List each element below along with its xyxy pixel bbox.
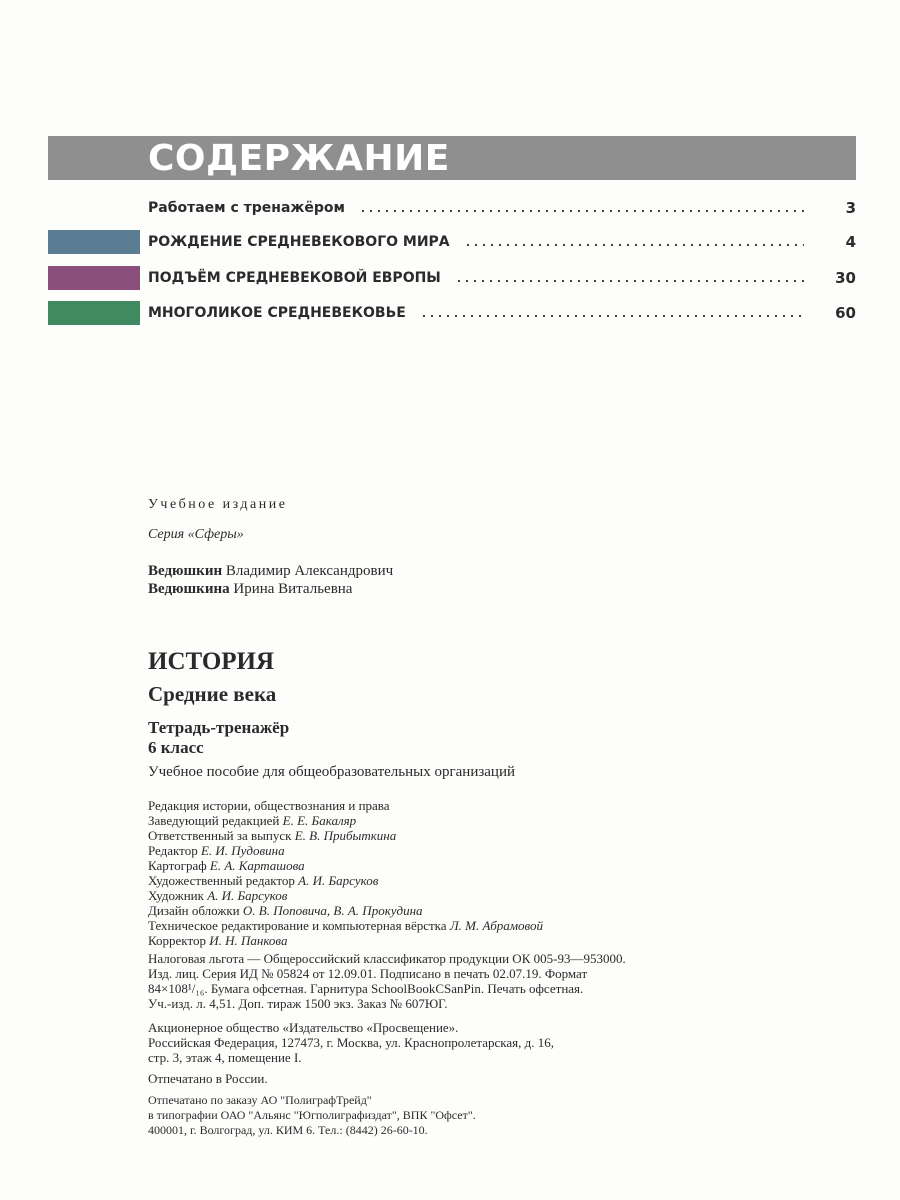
publisher-line: Акционерное общество «Издательство «Просвещение». [148, 1020, 459, 1035]
book-type: Тетрадь-тренажёр [148, 718, 290, 737]
author-given-name: Владимир Александрович [225, 563, 394, 579]
author-surname: Ведюшкин [148, 563, 223, 579]
book-title: ИСТОРИЯ [148, 648, 275, 675]
book-subtitle: Средние века [148, 682, 277, 706]
credit-line: Художественный редактор А. И. Барсуков [148, 873, 379, 888]
printer-line: в типографии ОАО "Альянс "Югполиграфиздат", ВПК "Офсет". [148, 1108, 476, 1122]
toc-item-page: 30 [835, 269, 856, 287]
toc-leader-dots [420, 314, 804, 318]
printed-in-russia: Отпечатано в России. [148, 1071, 268, 1086]
credit-line: Заведующий редакцией Е. Е. Бакаляр [148, 813, 357, 828]
tax-info-block [148, 951, 838, 1011]
credit-line: Редакция истории, обществознания и права [148, 798, 390, 813]
grade-label: 6 класс [148, 738, 204, 757]
series-name: Серия «Сферы» [148, 527, 244, 542]
section-color-swatch-green [48, 301, 140, 325]
credit-line: Картограф Е. А. Карташова [148, 858, 305, 873]
credit-line: Корректор И. Н. Панкова [148, 933, 288, 948]
printer-block [148, 1093, 828, 1138]
credit-line: Техническое редактирование и компьютерная вёрстка Л. М. Абрамовой [148, 918, 543, 933]
toc-item-title: МНОГОЛИКОЕ СРЕДНЕВЕКОВЬЕ [148, 305, 406, 321]
credits-block [148, 798, 828, 948]
toc-leader-dots [359, 209, 804, 213]
toc-row-section-3[interactable] [148, 301, 856, 325]
toc-row-section-2[interactable] [148, 266, 856, 290]
section-color-swatch-purple [48, 266, 140, 290]
author-given-name: Ирина Витальевна [233, 581, 353, 597]
edition-type: Учебное издание [148, 497, 288, 512]
toc-row-intro[interactable] [148, 196, 856, 220]
toc-leader-dots [455, 279, 804, 283]
publisher-line: Российская Федерация, 127473, г. Москва, ул. Краснопролетарская, д. 16, [148, 1035, 554, 1050]
toc-leader-dots [464, 243, 804, 247]
tax-line: 84×108¹/₁₆. Бумага офсетная. Гарнитура SchoolBookCSanPin. Печать офсетная. [148, 981, 584, 996]
toc-item-page: 4 [845, 233, 856, 251]
toc-item-title: РОЖДЕНИЕ СРЕДНЕВЕКОВОГО МИРА [148, 234, 450, 250]
printer-line: 400001, г. Волгоград, ул. КИМ 6. Тел.: (8442) 26-60-10. [148, 1123, 428, 1137]
book-purpose: Учебное пособие для общеобразовательных организаций [148, 764, 516, 780]
toc-item-title: ПОДЪЁМ СРЕДНЕВЕКОВОЙ ЕВРОПЫ [148, 270, 441, 286]
toc-item-page: 3 [845, 199, 856, 217]
tax-line: Уч.-изд. л. 4,51. Доп. тираж 1500 экз. Заказ № 607ЮГ. [148, 996, 448, 1011]
printer-line: Отпечатано по заказу АО "ПолиграфТрейд" [148, 1093, 372, 1107]
publisher-block [148, 1020, 828, 1065]
toc-row-section-1[interactable] [148, 230, 856, 254]
contents-heading: СОДЕРЖАНИЕ [148, 138, 450, 179]
toc-item-title: Работаем с тренажёром [148, 200, 345, 216]
credit-line: Дизайн обложки О. В. Поповича, В. А. Прокудина [148, 903, 423, 918]
publisher-line: стр. 3, этаж 4, помещение I. [148, 1050, 302, 1065]
section-color-swatch-blue [48, 230, 140, 254]
credit-line: Художник А. И. Барсуков [148, 888, 288, 903]
credit-line: Ответственный за выпуск Е. В. Прибыткина [148, 828, 397, 843]
tax-line: Изд. лиц. Серия ИД № 05824 от 12.09.01. Подписано в печать 02.07.19. Формат [148, 966, 588, 981]
author-2 [148, 581, 828, 598]
tax-line: Налоговая льгота — Общероссийский классификатор продукции ОК 005-93—953000. [148, 951, 626, 966]
author-surname: Ведюшкина [148, 581, 230, 597]
toc-item-page: 60 [835, 304, 856, 322]
author-1 [148, 563, 828, 580]
credit-line: Редактор Е. И. Пудовина [148, 843, 285, 858]
